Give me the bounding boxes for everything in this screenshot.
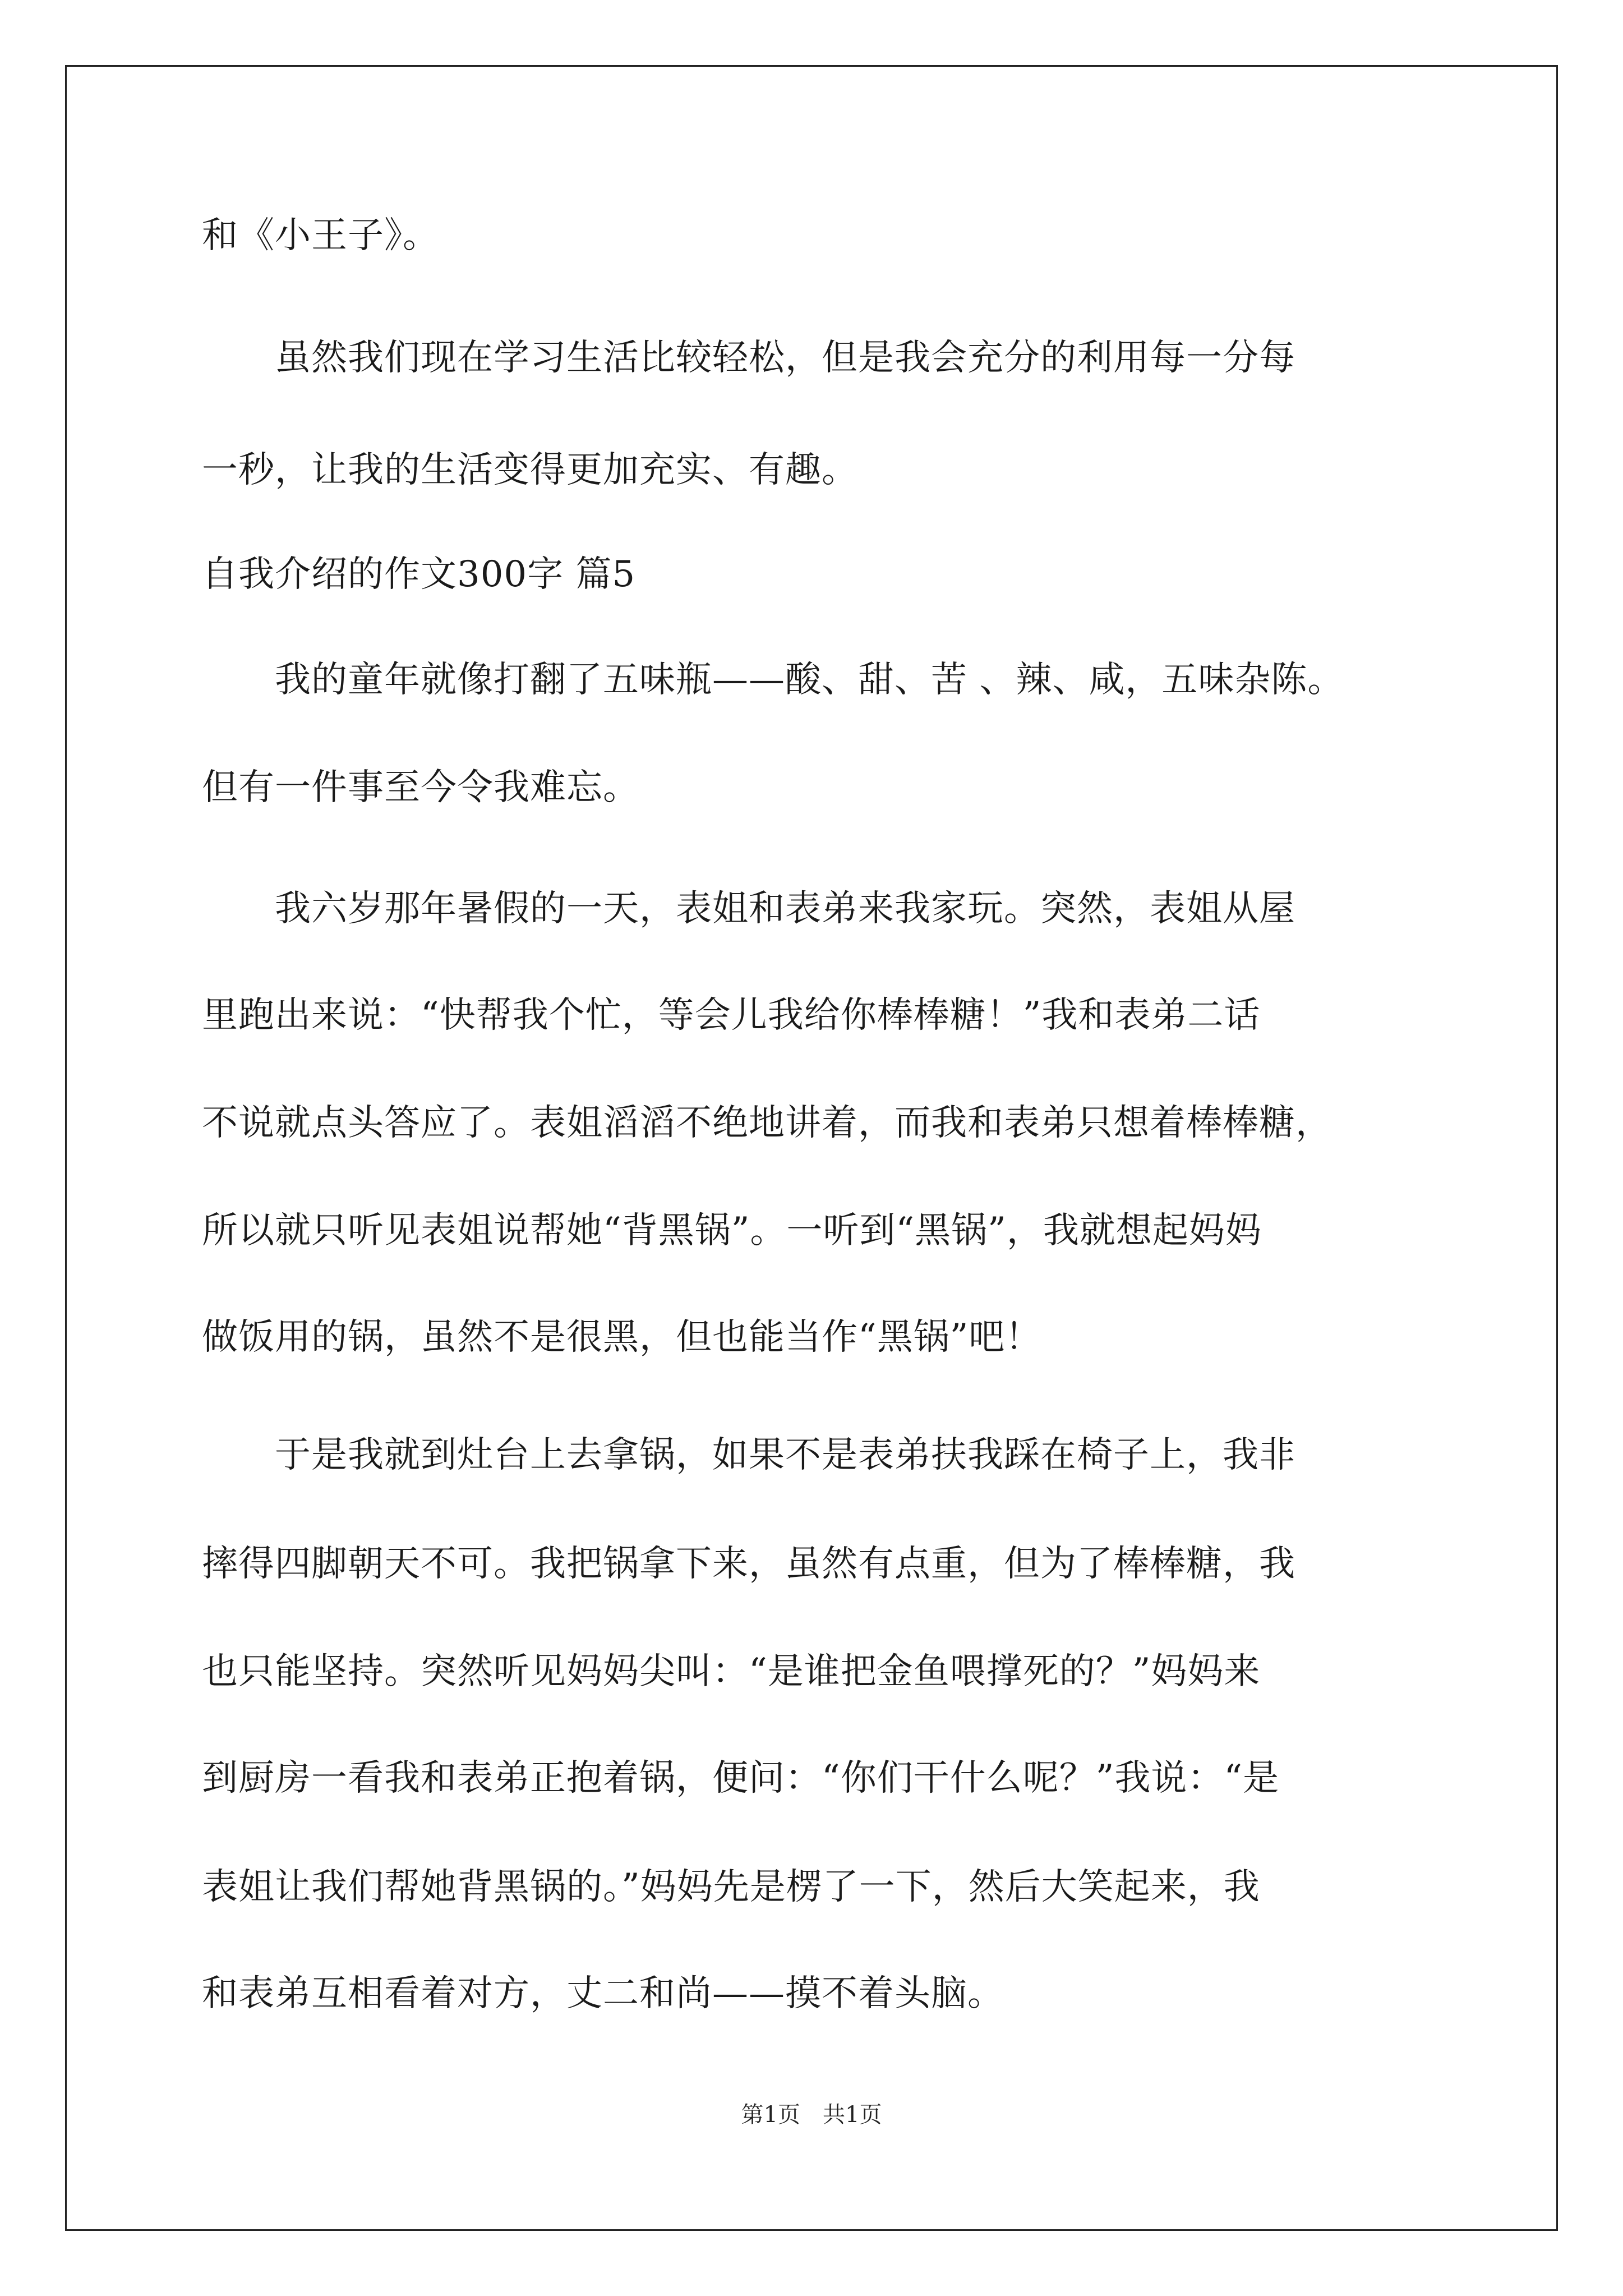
- text-line: 一秒，让我的生活变得更加充实、有趣。: [202, 449, 858, 491]
- text-line: 虽然我们现在学习生活比较轻松，但是我会充分的利用每一分每: [202, 337, 1295, 379]
- text-line: 我六岁那年暑假的一天，表姐和表弟来我家玩。突然，表姐从屋: [202, 888, 1295, 930]
- text-line: 我的童年就像打翻了五味瓶——酸、甜、苦 、辣、咸，五味杂陈。: [202, 659, 1344, 701]
- text-line: 摔得四脚朝天不可。我把锅拿下来，虽然有点重，但为了棒棒糖，我: [202, 1543, 1295, 1585]
- text-line: 所以就只听见表姐说帮她“背黑锅”。一听到“黑锅”，我就想起妈妈: [202, 1210, 1262, 1251]
- page-number-footer: 第1页 共1页: [741, 2102, 882, 2128]
- text-line: 和表弟互相看着对方，丈二和尚——摸不着头脑。: [202, 1973, 1004, 2014]
- text-line: 不说就点头答应了。表姐滔滔不绝地讲着，而我和表弟只想着棒棒糖，: [202, 1102, 1332, 1144]
- text-line: 到厨房一看我和表弟正抱着锅，便问：“你们干什么呢？”我说：“是: [202, 1757, 1280, 1799]
- text-line: 于是我就到灶台上去拿锅，如果不是表弟扶我踩在椅子上，我非: [202, 1434, 1295, 1476]
- text-line: 做饭用的锅，虽然不是很黑，但也能当作“黑锅”吧！: [202, 1317, 1042, 1358]
- section-heading: 自我介绍的作文300字 篇5: [202, 554, 636, 595]
- text-line: 但有一件事至今令我难忘。: [202, 767, 639, 808]
- text-line: 表姐让我们帮她背黑锅的。”妈妈先是楞了一下，然后大笑起来，我: [202, 1866, 1260, 1908]
- text-line: 和《小王子》。: [202, 215, 439, 256]
- text-line: 也只能坚持。突然听见妈妈尖叫：“是谁把金鱼喂撑死的？”妈妈来: [202, 1651, 1261, 1692]
- text-line: 里跑出来说：“快帮我个忙，等会儿我给你棒棒糖！”我和表弟二话: [202, 995, 1261, 1036]
